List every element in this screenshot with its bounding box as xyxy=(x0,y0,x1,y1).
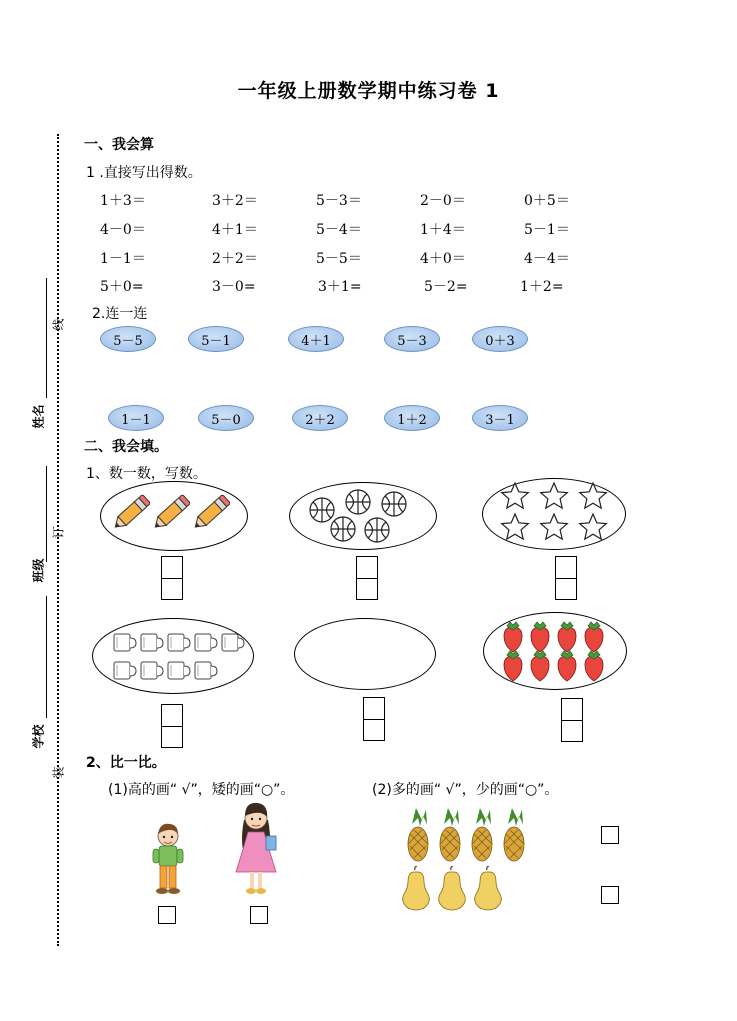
strawberry-group xyxy=(483,612,627,690)
equation: 4－4＝ xyxy=(524,251,570,267)
cup-icon xyxy=(141,662,163,679)
pencil-icon xyxy=(191,494,230,531)
school-label: 学校 xyxy=(31,724,46,749)
count-answer-box[interactable] xyxy=(363,697,385,741)
match-bubble-bottom[interactable]: 5－0 xyxy=(198,405,254,431)
match-bubble-top[interactable]: 5－3 xyxy=(384,326,440,352)
name-label: 姓名 xyxy=(31,404,46,429)
strawberry-icon xyxy=(585,622,603,652)
equation: 4＋1＝ xyxy=(212,222,258,238)
equation: 5＋0= xyxy=(100,279,144,295)
match-bubble-top[interactable]: 0＋3 xyxy=(472,326,528,352)
pear-row xyxy=(400,866,510,912)
equation: 5－3＝ xyxy=(316,193,362,209)
name-write-line xyxy=(46,278,47,398)
pencil-group xyxy=(100,481,248,551)
equation: 5－5＝ xyxy=(316,251,362,267)
equation: 5－4＝ xyxy=(316,222,362,238)
compare-part2-label: (2)多的画“ √”，少的画“○”。 xyxy=(372,782,559,798)
equation: 1＋2= xyxy=(520,279,564,295)
match-bubble-bottom[interactable]: 1＋2 xyxy=(384,405,440,431)
pineapple-row xyxy=(398,806,532,864)
section2-heading: 二、我会填。 xyxy=(84,439,168,455)
ball-icon xyxy=(346,490,370,514)
equation: 5－1＝ xyxy=(524,222,570,238)
cup-icon xyxy=(168,662,190,679)
match-bubble-top[interactable]: 4＋1 xyxy=(288,326,344,352)
strawberry-icon xyxy=(504,651,522,681)
pear-answer-box[interactable] xyxy=(601,886,619,904)
pineapple-answer-box[interactable] xyxy=(601,826,619,844)
binding-dotted-line xyxy=(57,134,59,946)
cup-icon xyxy=(114,662,136,679)
count-question-label: 1、数一数，写数。 xyxy=(86,466,207,482)
star-icon xyxy=(579,514,606,539)
match-bubble-bottom[interactable]: 1－1 xyxy=(108,405,164,431)
star-icon xyxy=(540,514,567,539)
compare-question-label: 2、比一比。 xyxy=(86,755,166,771)
equation: 0＋5＝ xyxy=(524,193,570,209)
strawberry-icon xyxy=(504,622,522,652)
equation: 1＋4＝ xyxy=(420,222,466,238)
match-bubble-top[interactable]: 5－5 xyxy=(100,326,156,352)
equation: 3＋1= xyxy=(318,279,362,295)
equation: 3＋2＝ xyxy=(212,193,258,209)
page-title: 一年级上册数学期中练习卷 1 xyxy=(237,80,500,102)
pineapple-icon xyxy=(440,808,460,861)
equation: 2－0＝ xyxy=(420,193,466,209)
count-answer-box[interactable] xyxy=(356,556,378,600)
cup-icon xyxy=(195,634,217,651)
q2-label: 2.连一连 xyxy=(92,306,148,322)
pineapple-icon xyxy=(408,808,428,861)
pineapple-icon xyxy=(504,808,524,861)
girl-icon xyxy=(228,800,284,898)
cup-icon xyxy=(114,634,136,651)
empty-group xyxy=(294,618,436,690)
equation: 4＋0＝ xyxy=(420,251,466,267)
equation: 5－2= xyxy=(424,279,468,295)
star-icon xyxy=(501,514,528,539)
cup-icon xyxy=(168,634,190,651)
margin-xian: 线 xyxy=(51,318,66,331)
pear-icon xyxy=(403,866,430,910)
pencil-icon xyxy=(111,494,150,531)
ball-icon xyxy=(382,492,406,516)
match-bubble-bottom[interactable]: 2＋2 xyxy=(292,405,348,431)
count-answer-box[interactable] xyxy=(161,556,183,600)
cup-icon xyxy=(195,662,217,679)
pencil-icon xyxy=(151,494,190,531)
ball-group xyxy=(289,482,437,550)
strawberry-icon xyxy=(531,651,549,681)
class-write-line xyxy=(46,466,47,562)
class-label: 班级 xyxy=(31,558,46,583)
count-answer-box[interactable] xyxy=(161,704,183,748)
section1-heading: 一、我会算 xyxy=(84,137,154,153)
equation: 3－0= xyxy=(212,279,256,295)
girl-answer-box[interactable] xyxy=(250,906,268,924)
star-icon xyxy=(540,483,567,508)
equation: 1－1＝ xyxy=(100,251,146,267)
count-answer-box[interactable] xyxy=(561,698,583,742)
ball-icon xyxy=(365,518,389,542)
star-icon xyxy=(501,483,528,508)
star-icon xyxy=(579,483,606,508)
match-bubble-top[interactable]: 5－1 xyxy=(188,326,244,352)
equation: 2＋2＝ xyxy=(212,251,258,267)
boy-icon xyxy=(148,822,188,896)
count-answer-box[interactable] xyxy=(555,556,577,600)
equation: 4－0＝ xyxy=(100,222,146,238)
q1-label: 1 .直接写出得数。 xyxy=(86,165,202,181)
ball-icon xyxy=(331,517,355,541)
boy-answer-box[interactable] xyxy=(158,906,176,924)
cup-icon xyxy=(141,634,163,651)
star-group xyxy=(482,478,626,550)
margin-ding: 订 xyxy=(51,526,66,539)
margin-zhuang: 装 xyxy=(51,766,66,779)
pear-icon xyxy=(439,866,466,910)
cup-icon xyxy=(222,634,244,651)
strawberry-icon xyxy=(558,622,576,652)
cup-group xyxy=(92,618,254,694)
equation: 1＋3＝ xyxy=(100,193,146,209)
strawberry-icon xyxy=(585,651,603,681)
pear-icon xyxy=(475,866,502,910)
pineapple-icon xyxy=(472,808,492,861)
strawberry-icon xyxy=(531,622,549,652)
match-bubble-bottom[interactable]: 3－1 xyxy=(472,405,528,431)
compare-part1-label: (1)高的画“ √”，矮的画“○”。 xyxy=(108,782,295,798)
school-write-line xyxy=(46,596,47,718)
strawberry-icon xyxy=(558,651,576,681)
ball-icon xyxy=(310,498,334,522)
